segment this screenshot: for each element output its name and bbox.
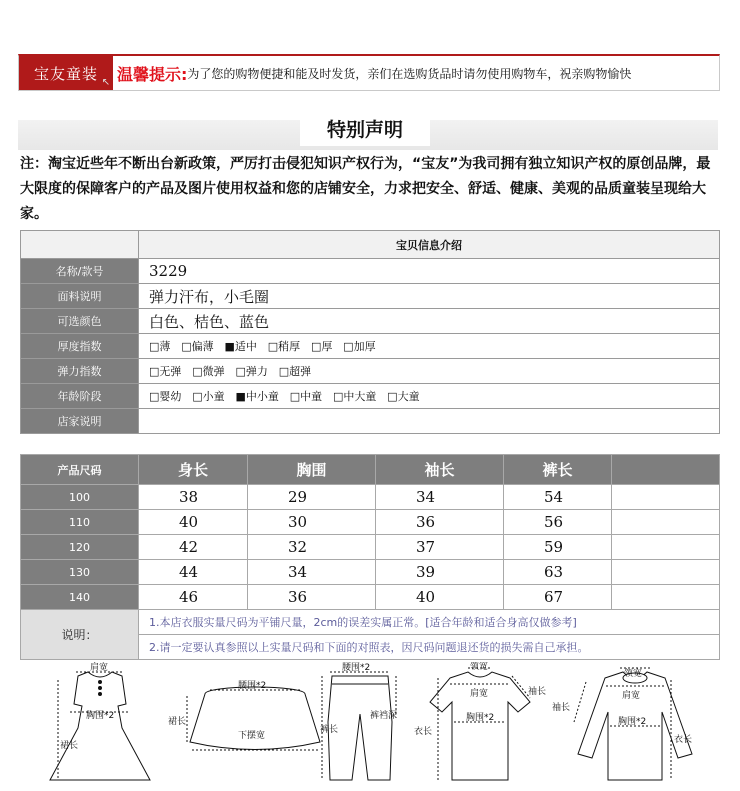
size-cell: 54 bbox=[504, 485, 612, 510]
long-tee-length-label: 衣长 bbox=[674, 735, 693, 745]
thickness-option: □厚 bbox=[310, 340, 333, 353]
size-header-size: 产品尺码 bbox=[21, 455, 139, 485]
size-cell: 37 bbox=[376, 535, 504, 560]
size-header-chest: 胸围 bbox=[248, 455, 376, 485]
size-cell-blank bbox=[612, 485, 720, 510]
top-banner bbox=[18, 54, 720, 91]
size-cell: 38 bbox=[139, 485, 248, 510]
size-cell: 36 bbox=[248, 585, 376, 610]
table-row bbox=[21, 585, 720, 610]
dress-diagram bbox=[50, 672, 150, 780]
thickness-options bbox=[139, 334, 720, 359]
remark-label: 说明： bbox=[21, 610, 139, 660]
size-cell-blank bbox=[612, 535, 720, 560]
pants-waist-label: 腰围*2 bbox=[342, 663, 371, 673]
info-value-name: 3229 bbox=[139, 259, 720, 284]
brand-name: 宝友童装 bbox=[33, 64, 98, 83]
size-cell: 44 bbox=[139, 560, 248, 585]
brand-logo[interactable] bbox=[19, 56, 113, 90]
info-header: 宝贝信息介绍 bbox=[139, 231, 720, 259]
age-option: □大童 bbox=[387, 390, 420, 403]
size-label: 130 bbox=[21, 560, 139, 585]
size-cell: 67 bbox=[504, 585, 612, 610]
size-cell: 40 bbox=[139, 510, 248, 535]
pants-length-label: 裤长 bbox=[320, 725, 339, 735]
dress-length-label: 裙长 bbox=[60, 741, 79, 751]
tee-shoulder-label: 肩宽 bbox=[470, 689, 489, 699]
skirt-hem-label: 下摆宽 bbox=[238, 731, 266, 741]
measurement-diagrams bbox=[30, 662, 720, 786]
thickness-option: □薄 bbox=[149, 340, 171, 353]
long-tee-shoulder-label: 肩宽 bbox=[622, 691, 641, 701]
thickness-option: ■适中 bbox=[224, 340, 257, 353]
size-label: 120 bbox=[21, 535, 139, 560]
remark-1: 1.本店衣服实量尺码为平铺尺量，2cm的误差实属正常。[适合年龄和适合身高仅做参考] bbox=[139, 610, 720, 635]
table-row bbox=[21, 485, 720, 510]
info-label-elasticity: 弹力指数 bbox=[21, 359, 139, 384]
info-label-thickness: 厚度指数 bbox=[21, 334, 139, 359]
info-value-fabric: 弹力汗布，小毛圈 bbox=[139, 284, 720, 309]
tee-collar-label: 领宽 bbox=[470, 662, 489, 672]
cursor-icon: ↖ bbox=[101, 77, 111, 88]
remark-2: 2.请一定要认真参照以上实量尺码和下面的对照表，因尺码问题退还货的损失需自己承担。 bbox=[139, 635, 720, 660]
size-cell: 32 bbox=[248, 535, 376, 560]
size-header-pants: 裤长 bbox=[504, 455, 612, 485]
size-header-blank bbox=[612, 455, 720, 485]
dress-shoulder-label: 肩宽 bbox=[90, 663, 109, 673]
elasticity-option: □无弹 bbox=[149, 365, 182, 378]
elasticity-option: □弹力 bbox=[235, 365, 268, 378]
info-label-age: 年龄阶段 bbox=[21, 384, 139, 409]
size-cell: 39 bbox=[376, 560, 504, 585]
size-cell-blank bbox=[612, 560, 720, 585]
tee-diagram bbox=[430, 668, 530, 780]
long-tee-collar-label: 领宽 bbox=[624, 669, 643, 679]
size-cell: 56 bbox=[504, 510, 612, 535]
table-row bbox=[21, 535, 720, 560]
size-cell: 59 bbox=[504, 535, 612, 560]
size-header-sleeve: 袖长 bbox=[376, 455, 504, 485]
size-cell: 63 bbox=[504, 560, 612, 585]
thickness-option: □稍厚 bbox=[267, 340, 301, 353]
size-table bbox=[20, 454, 720, 660]
tee-chest-label: 胸围*2 bbox=[466, 713, 495, 723]
info-label-name: 名称/款号 bbox=[21, 259, 139, 284]
notice-text: 注：淘宝近些年不断出台新政策，严厉打击侵犯知识产权行为，“宝友”为我司拥有独立知识产权的原创品牌，最大限度的保障客户的产品及图片使用权益和您的店铺安全，力求把安全、舒适、健康、美观的品质童装呈现给大家。 bbox=[20, 156, 711, 222]
size-cell: 42 bbox=[139, 535, 248, 560]
tee-length-label: 衣长 bbox=[414, 727, 433, 737]
size-cell: 34 bbox=[376, 485, 504, 510]
age-option: □婴幼 bbox=[149, 390, 182, 403]
elasticity-option: □微弹 bbox=[192, 365, 225, 378]
long-tee-chest-label: 胸围*2 bbox=[618, 717, 647, 727]
size-label: 110 bbox=[21, 510, 139, 535]
size-cell-blank bbox=[612, 585, 720, 610]
size-label: 140 bbox=[21, 585, 139, 610]
info-value-color: 白色、桔色、蓝色 bbox=[139, 309, 720, 334]
size-header-length: 身长 bbox=[139, 455, 248, 485]
tee-sleeve-label: 袖长 bbox=[528, 687, 547, 697]
size-cell: 34 bbox=[248, 560, 376, 585]
info-label-color: 可选颜色 bbox=[21, 309, 139, 334]
size-label: 100 bbox=[21, 485, 139, 510]
pants-rise-label: 裤裆深 bbox=[370, 711, 398, 721]
size-cell: 36 bbox=[376, 510, 504, 535]
product-info-table bbox=[20, 230, 720, 434]
thickness-option: □加厚 bbox=[343, 340, 376, 353]
size-cell-blank bbox=[612, 510, 720, 535]
tip-text: 为了您的购物便捷和能及时发货，亲们在选购货品时请勿使用购物车，祝亲购物愉快 bbox=[187, 66, 632, 81]
table-row bbox=[21, 510, 720, 535]
table-row bbox=[21, 560, 720, 585]
info-header-blank bbox=[21, 231, 139, 259]
age-options bbox=[139, 384, 720, 409]
age-option: □中童 bbox=[289, 390, 323, 403]
elasticity-option: □超弹 bbox=[278, 365, 312, 378]
info-label-shop-note: 店家说明 bbox=[21, 409, 139, 434]
age-option: □中大童 bbox=[332, 390, 377, 403]
thickness-option: □偏薄 bbox=[181, 340, 214, 353]
dress-chest-label: 胸围*2 bbox=[86, 711, 115, 721]
skirt-length-label: 裙长 bbox=[168, 717, 187, 727]
size-cell: 29 bbox=[248, 485, 376, 510]
skirt-waist-label: 腰围*2 bbox=[238, 681, 267, 691]
size-cell: 40 bbox=[376, 585, 504, 610]
long-tee-sleeve-label: 袖长 bbox=[552, 703, 571, 713]
size-cell: 46 bbox=[139, 585, 248, 610]
age-option: ■中小童 bbox=[235, 390, 279, 403]
size-cell: 30 bbox=[248, 510, 376, 535]
info-value-shop-note bbox=[139, 409, 720, 434]
age-option: □小童 bbox=[192, 390, 225, 403]
info-label-fabric: 面料说明 bbox=[21, 284, 139, 309]
elasticity-options bbox=[139, 359, 720, 384]
tip-title: 温馨提示: bbox=[117, 64, 188, 84]
section-title: 特别声明 bbox=[300, 114, 430, 146]
